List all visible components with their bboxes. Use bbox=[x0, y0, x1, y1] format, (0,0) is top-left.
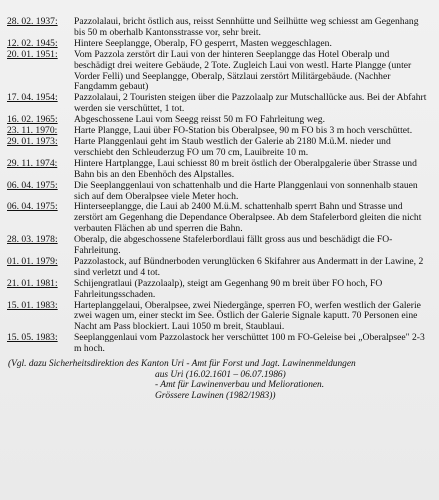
chronicle-entry bbox=[7, 333, 431, 355]
chronicle-entry bbox=[7, 301, 431, 334]
entry-description: Pazzolalaui, bricht östlich aus, reisst Sennhütte und Seilhütte weg schiesst am Gegenhang bis 50 m oberhalb Kantonsstrasse vor, sehr breit. bbox=[74, 16, 419, 38]
entry-description: Die Seeplanggenlaui von schattenhalb und die Harte Planggenlaui von sonnenhalb stauen sich auf dem Oberalpsee viele Meter hoch. bbox=[74, 179, 418, 202]
entry-description: Hintere Hartplangge, Laui schiesst 80 m breit östlich der Oberalpgalerie über Strasse und Bahn bis an den Ebenhöch des Alpstalles. bbox=[74, 157, 417, 180]
chronicle-entry bbox=[7, 159, 431, 181]
entry-description: Harteplanggelaui, Oberalpsee, zwei Niedergänge, sperren FO, werfen westlich der Galerie zwei wagen um, einer steckt im See. Östlich der Galerie Signale kaputt. 70 Personen eine Nacht am Pass blockiert. Laui 1050 m breit, Staublaui. bbox=[74, 299, 421, 333]
chronicle-entry bbox=[7, 181, 431, 203]
reference-line-4: Grössere Lawinen (1982/1983)) bbox=[155, 390, 276, 401]
chronicle-entry bbox=[7, 235, 431, 257]
entry-date: 16. 02. 1965: bbox=[7, 114, 58, 126]
entry-date: 29. 11. 1974: bbox=[7, 157, 58, 169]
reference-line-2: aus Uri (16.02.1601 – 06.07.1986) bbox=[155, 369, 286, 380]
chronicle-entry bbox=[7, 50, 431, 94]
entry-date: 17. 04. 1954: bbox=[7, 92, 58, 104]
entry-description: Seeplanggenlaui vom Pazzolastock her verschüttet 100 m FO-Geleise bei „Oberalpsee" 2-3 m hoch. bbox=[74, 332, 425, 355]
entry-date: 21. 01. 1981: bbox=[7, 277, 58, 289]
entry-date: 12. 02. 1945: bbox=[7, 37, 58, 49]
chronicle-entry bbox=[7, 202, 431, 235]
entry-date: 01. 01. 1979: bbox=[7, 255, 58, 267]
chronicle-entry bbox=[7, 17, 431, 39]
chronicle-entry bbox=[7, 279, 431, 301]
entry-date: 28. 03. 1978: bbox=[7, 234, 58, 246]
entry-description: Harte Plangge, Laui über FO-Station bis Oberalpsee, 90 m FO bis 3 m hoch verschüttet. bbox=[74, 125, 413, 137]
avalanche-chronicle-list bbox=[7, 17, 431, 355]
entry-description: Hintere Seeplangge, Oberalp, FO gesperrt, Masten weggeschlagen. bbox=[74, 37, 332, 49]
entry-date: 29. 01. 1973: bbox=[7, 135, 58, 147]
entry-description: Hinterseeplangge, die Laui ab 2400 M.ü.M. schattenhalb sperrt Bahn und Strasse und zerstört am Gegenhang die Dependance Oberalpsee. Ab dem Stafelerbord gleiten die nicht verbauten Flächen ab und sperren die Bahn. bbox=[74, 201, 422, 235]
entry-date: 15. 01. 1983: bbox=[7, 299, 58, 311]
entry-description: Schijengratlaui (Pazzolaalp), steigt am Gegenhang 90 m breit über FO hoch, FO Fahrleitungsschaden. bbox=[74, 277, 383, 300]
entry-date: 28. 02. 1937: bbox=[7, 16, 58, 27]
entry-date: 15. 05. 1983: bbox=[7, 332, 58, 344]
entry-date: 06. 04. 1975: bbox=[7, 201, 58, 213]
entry-description: Oberalp, die abgeschossene Stafelerbordlaui fällt gross aus und beschädigt die FO-Fahrleitung. bbox=[74, 234, 393, 257]
reference-line-1: (Vgl. dazu Sicherheitsdirektion des Kanton Uri - Amt für Forst und Jagt. Lawinenmeldungen bbox=[8, 359, 356, 370]
entry-description: Pazzolastock, auf Bündnerboden verunglücken 6 Skifahrer aus Andermatt in der Lawine, 2 sind verletzt und 4 tot. bbox=[74, 255, 424, 278]
reference-line-3: - Amt für Lawinenverbau und Meliorationen. bbox=[155, 380, 325, 391]
entry-date: 20. 01. 1951: bbox=[7, 48, 58, 60]
entry-date: 23. 11. 1970: bbox=[7, 125, 58, 137]
entry-description: Abgeschossene Laui vom Seegg reisst 50 m FO Fahrleitung weg. bbox=[74, 114, 325, 126]
chronicle-entry bbox=[7, 93, 431, 115]
entry-description: Pazzolalaui, 2 Touristen steigen über die Pazzolaalp zur Mutschallücke aus. Bei der Abfahrt werden sie verschüttet, 1 tot. bbox=[74, 92, 427, 115]
entry-description: Vom Pazzola zerstört dir Laui von der hinteren Seeplangge das Hotel Oberalp und beschädigt drei weitere Gebäude, 2 Tote. Zugleich Laui von westl. Harte Plangge (unter Vorder Felli) und Seeplangge, Oberalp, Sätzlaui zerstört Militärgebäude. (Nachher Fangdamm gebaut) bbox=[74, 48, 412, 93]
source-reference bbox=[7, 359, 431, 401]
chronicle-entry bbox=[7, 257, 431, 279]
entry-description: Harte Planggenlaui geht im Staub westlich der Galerie ab 2180 M.ü.M. nieder und verschiebt den Schleuderzug FO um 70 cm, Lauibreite 10 m. bbox=[74, 135, 391, 158]
chronicle-entry bbox=[7, 137, 431, 159]
entry-date: 06. 04. 1975: bbox=[7, 179, 58, 191]
